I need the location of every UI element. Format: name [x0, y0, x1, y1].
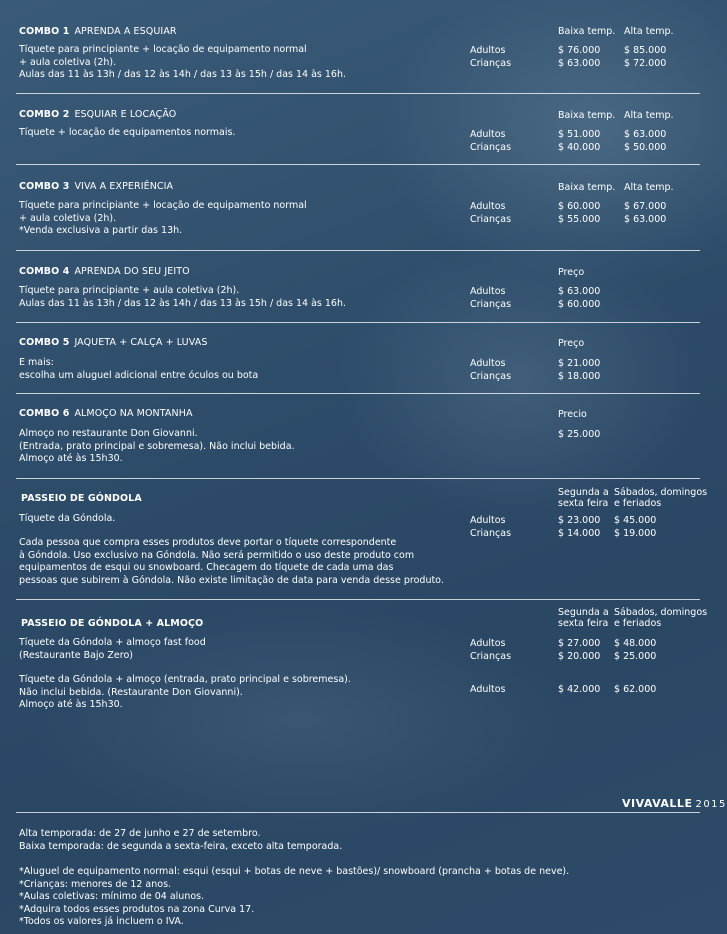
combo-2-title: COMBO 2 ESQUIAR E LOCAÇÃO: [19, 109, 177, 120]
combo-4-title: COMBO 4 APRENDA DO SEU JEITO: [19, 266, 190, 277]
combo-3-high-prices: $ 67.000 $ 63.000: [624, 201, 667, 225]
combo-3-low-season-header: Baixa temp.: [558, 182, 616, 193]
combo-6-title: COMBO 6 ALMOÇO NA MONTANHA: [19, 408, 193, 419]
combo-5-labels: Adultos Crianças: [470, 358, 512, 382]
combo-3-low-prices: $ 60.000 $ 55.000: [558, 201, 601, 225]
season-notes: Alta temporada: de 27 de junho e 27 de setembro. Baixa temporada: de segunda a sexta-feira, exceto alta temporada.: [19, 828, 343, 852]
gondola-lunch-restaurant-weekend-price: $ 62.000: [614, 684, 657, 695]
combo-2-description: Tíquete + locação de equipamentos normais.: [19, 127, 236, 138]
combo-4-price-header: Preço: [558, 267, 585, 278]
gondola-lunch-fastfood-description: Tíquete da Góndola + almoço fast food (Restaurante Bajo Zero): [19, 637, 206, 661]
gondola-weekend-prices: $ 45.000 $ 19.000: [614, 515, 657, 539]
combo-5-prices: $ 21.000 $ 18.000: [558, 358, 601, 382]
combo-1-labels: Adultos Crianças: [470, 45, 512, 69]
divider: [16, 812, 700, 813]
combo-6-description: Almoço no restaurante Don Giovanni. (Entrada, prato principal e sobremesa). Não inclui bebida. Almoço até às 15h30.: [19, 428, 295, 464]
gondola-lunch-title: PASSEIO DE GÓNDOLA + ALMOÇO: [21, 618, 204, 629]
gondola-lunch-fastfood-weekend-prices: $ 48.000 $ 25.000: [614, 638, 657, 662]
gondola-lunch-restaurant-weekday-price: $ 42.000: [558, 684, 601, 695]
combo-4-prices: $ 63.000 $ 60.000: [558, 286, 601, 310]
combo-3-description: Tíquete para principiante + locação de equipamento normal + aula coletiva (2h). *Venda exclusiva a partir das 13h.: [19, 200, 307, 236]
divider: [16, 478, 700, 479]
combo-1-high-season-header: Alta temp.: [624, 26, 674, 37]
combo-1-title: COMBO 1 APRENDA A ESQUIAR: [19, 26, 177, 37]
gondola-title: PASSEIO DE GÓNDOLA: [21, 493, 142, 504]
combo-5-price-header: Preço: [558, 338, 585, 349]
combo-3-title: COMBO 3 VIVA A EXPERIÊNCIA: [19, 181, 174, 192]
gondola-lunch-fastfood-weekday-prices: $ 27.000 $ 20.000: [558, 638, 601, 662]
combo-2-high-season-header: Alta temp.: [624, 110, 674, 121]
gondola-labels: Adultos Crianças: [470, 515, 512, 539]
combo-1-low-prices: $ 76.000 $ 63.000: [558, 45, 601, 69]
combo-2-low-prices: $ 51.000 $ 40.000: [558, 129, 601, 153]
divider: [16, 250, 700, 251]
combo-2-high-prices: $ 63.000 $ 50.000: [624, 129, 667, 153]
gondola-weekend-header: Sábados, domingos e feriados: [614, 487, 708, 509]
combo-3-high-season-header: Alta temp.: [624, 182, 674, 193]
divider: [16, 164, 700, 165]
gondola-lunch-weekend-header: Sábados, domingos e feriados: [614, 607, 708, 629]
combo-1-description: Tíquete para principiante + locação de equipamento normal + aula coletiva (2h). Aulas das 11 às 13h / das 12 às 14h / das 13 às 15h / das 14 às 16h.: [19, 44, 347, 80]
combo-2-labels: Adultos Crianças: [470, 129, 512, 153]
combo-4-description: Tíquete para principiante + aula coletiva (2h). Aulas das 11 às 13h / das 12 às 14h / das 13 às 15h / das 14 às 16h.: [19, 285, 347, 309]
combo-3-labels: Adultos Crianças: [470, 201, 512, 225]
combo-5-description: E mais: escolha um aluguel adicional entre óculos ou bota: [19, 357, 259, 381]
gondola-weekday-header: Segunda a sexta feira: [558, 487, 609, 509]
divider: [16, 599, 700, 600]
combo-5-title: COMBO 5 JAQUETA + CALÇA + LUVAS: [19, 337, 208, 348]
gondola-lunch-restaurant-labels: Adultos: [470, 684, 506, 695]
combo-1-low-season-header: Baixa temp.: [558, 26, 616, 37]
combo-2-low-season-header: Baixa temp.: [558, 110, 616, 121]
gondola-note: Cada pessoa que compra esses produtos deve portar o tíquete correspondente à Góndola. Uso exclusivo na Góndola. Não será permitido o uso deste produto com equipamentos de esqui ou snowboard. Checagem do tíquete de cada uma das pessoas que subirem à Góndola. Não existe limitação de data para venda desse produto.: [19, 537, 444, 586]
divider: [16, 322, 700, 323]
combo-6-price: $ 25.000: [558, 429, 601, 440]
combo-1-high-prices: $ 85.000 $ 72.000: [624, 45, 667, 69]
vivavalle-logo: VIVAVALLE 2015: [622, 797, 727, 810]
gondola-description: Tíquete da Góndola.: [19, 513, 116, 524]
gondola-lunch-restaurant-description: Tíquete da Góndola + almoço (entrada, prato principal e sobremesa). Não inclui bebida. (Restaurante Don Giovanni). Almoço até às 15h30.: [19, 674, 351, 710]
gondola-lunch-weekday-header: Segunda a sexta feira: [558, 607, 609, 629]
gondola-weekday-prices: $ 23.000 $ 14.000: [558, 515, 601, 539]
combo-4-labels: Adultos Crianças: [470, 286, 512, 310]
gondola-lunch-fastfood-labels: Adultos Crianças: [470, 638, 512, 662]
divider: [16, 93, 700, 94]
footnotes: *Aluguel de equipamento normal: esqui (esqui + botas de neve + bastões)/ snowboard (prancha + botas de neve). *Crianças: menores de 12 anos. *Aulas coletivas: mínimo de 04 alunos. *Adquira todos esses produtos na zona Curva 17. *Todos os valores já incluem o IVA.: [19, 866, 570, 927]
combo-6-price-header: Precio: [558, 409, 587, 420]
divider: [16, 393, 700, 394]
